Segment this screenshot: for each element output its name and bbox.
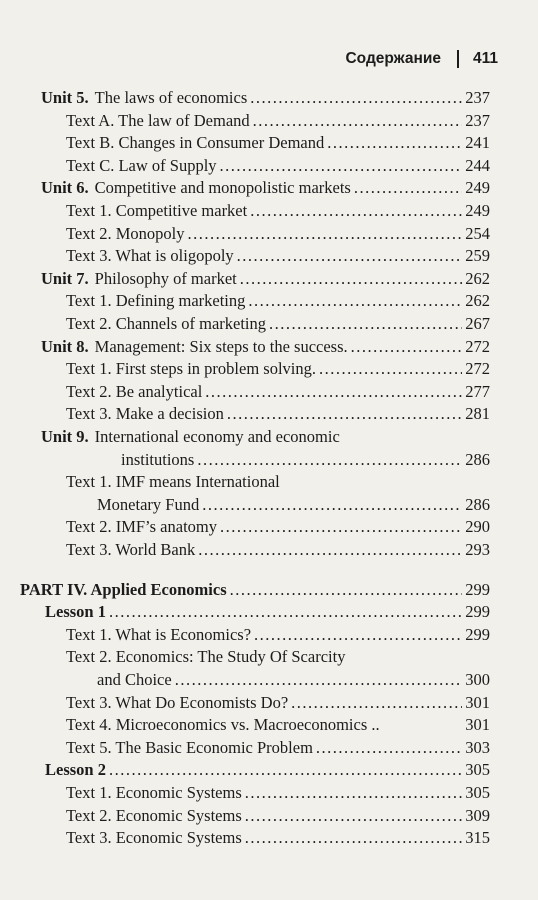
dot-leader [227, 403, 462, 425]
lesson-title: Lesson 2 [45, 760, 106, 780]
toc-entry [97, 669, 490, 691]
dot-leader [220, 155, 463, 177]
unit-title: Management: Six steps to the success. [94, 336, 348, 356]
text-title-cont: and Choice [97, 670, 172, 689]
toc-entry [66, 381, 490, 403]
toc-page-number: 299 [465, 624, 490, 644]
header-separator [457, 50, 459, 68]
toc-page-number: 249 [465, 178, 490, 198]
dot-leader [220, 516, 462, 538]
toc-entry [66, 313, 490, 335]
toc-page-number: 272 [465, 359, 490, 379]
toc-page-number: 300 [465, 670, 490, 689]
toc-entry [66, 692, 490, 714]
toc-entry [41, 177, 490, 199]
dot-leader [245, 827, 463, 849]
toc-page-number: 237 [465, 110, 490, 130]
text-title: Text 1. IMF means International [66, 472, 280, 492]
toc-entry [66, 155, 490, 177]
page-header [345, 50, 498, 68]
text-title: Text 4. Microeconomics vs. Macroeconomics .. [66, 715, 380, 735]
toc-page-number: 305 [465, 783, 490, 802]
toc-page-number: 299 [465, 602, 490, 622]
text-title: Text 1. Economic Systems [66, 783, 242, 802]
unit-label: Unit 7. [41, 268, 89, 288]
toc-entry [66, 110, 490, 132]
text-title: Text B. Changes in Consumer Demand [66, 133, 325, 153]
dot-leader [245, 805, 463, 827]
toc-page-number: 281 [465, 404, 490, 424]
toc-page-number: 277 [465, 381, 490, 401]
dot-leader [291, 692, 462, 714]
unit-title: International economy and economic [94, 427, 340, 446]
toc-entry [41, 87, 490, 109]
toc-page-number: 303 [465, 737, 490, 757]
toc-entry [66, 827, 490, 849]
toc-entry [66, 805, 490, 827]
toc-entry [66, 223, 490, 245]
unit-title: Philosophy of market [94, 268, 237, 288]
unit-title: Competitive and monopolistic markets [94, 178, 351, 198]
toc-entry [66, 290, 490, 312]
toc-entry [66, 516, 490, 538]
toc-page-number: 262 [465, 291, 490, 311]
text-title: Text 3. Make a decision [66, 404, 224, 424]
dot-leader [202, 494, 462, 516]
dot-leader [253, 110, 463, 132]
dot-leader [187, 223, 462, 245]
toc-page-number: 301 [465, 715, 490, 735]
lesson-title: Lesson 1 [45, 602, 106, 622]
dot-leader [351, 336, 463, 358]
toc-page-number: 249 [465, 201, 490, 220]
toc-entry [66, 714, 490, 736]
toc-entry [66, 539, 490, 561]
text-title: Text 2. Channels of marketing [66, 314, 267, 333]
dot-leader [248, 290, 462, 312]
toc-entry [66, 132, 490, 154]
text-title: Text 1. First steps in problem solving. [66, 359, 317, 379]
toc-page-number: 286 [465, 494, 490, 514]
toc-entry [41, 268, 490, 290]
toc-page-number: 241 [465, 133, 490, 153]
text-title: Text 3. What is oligopoly [66, 246, 234, 266]
toc-page-number: 267 [465, 314, 490, 333]
text-title: Text 2. Be analytical [66, 381, 203, 401]
unit-label: Unit 6. [41, 178, 89, 198]
toc-entry [41, 426, 490, 448]
text-title: Text 3. World Bank [66, 540, 196, 559]
text-title: Text 1. Competitive market [66, 201, 248, 220]
dot-leader [316, 737, 462, 759]
dot-leader [109, 601, 462, 623]
toc-entry [97, 494, 490, 516]
toc-page-number: 244 [465, 155, 490, 175]
toc-page-number: 293 [465, 540, 490, 559]
toc-page-number: 305 [465, 760, 490, 780]
toc-entry [66, 358, 490, 380]
text-title: Text 3. Economic Systems [66, 828, 242, 848]
toc-entry [20, 579, 490, 601]
unit-label: Unit 8. [41, 336, 89, 356]
text-title: Text A. The law of Demand [66, 110, 250, 130]
text-title: Text 2. Economics: The Study Of Scarcity [66, 647, 346, 667]
toc-page-number: 259 [465, 246, 490, 266]
dot-leader [240, 268, 463, 290]
toc-page-number: 290 [465, 517, 490, 537]
dot-leader [254, 624, 462, 646]
text-title: Text 2. Monopoly [66, 223, 185, 243]
text-title: Text 1. Defining marketing [66, 291, 246, 311]
toc-entry [121, 449, 490, 471]
toc-entry [66, 200, 490, 222]
toc-entry [66, 403, 490, 425]
dot-leader [197, 449, 462, 471]
dot-leader [319, 358, 462, 380]
toc-entry [66, 646, 490, 668]
dot-leader [230, 579, 463, 601]
text-title: Text 2. IMF’s anatomy [66, 517, 217, 537]
dot-leader [175, 669, 463, 691]
toc-page-number: 309 [465, 805, 490, 825]
text-title-cont: Monetary Fund [97, 494, 200, 514]
toc-entry [66, 737, 490, 759]
unit-label: Unit 9. [41, 427, 89, 446]
text-title: Text C. Law of Supply [66, 155, 217, 175]
toc-entry [66, 471, 490, 493]
unit-title-cont: institutions [121, 449, 195, 469]
toc-entry [45, 759, 490, 781]
text-title: Text 3. What Do Economists Do? [66, 692, 289, 712]
toc-page-number: 315 [465, 828, 490, 848]
toc-entry [41, 336, 490, 358]
dot-leader [237, 245, 463, 267]
toc-page-number: 237 [465, 88, 490, 107]
toc-page-number: 286 [465, 449, 490, 469]
toc-entry [66, 624, 490, 646]
toc-entry [66, 782, 490, 804]
dot-leader [109, 759, 462, 781]
toc-page-number: 272 [465, 336, 490, 356]
dot-leader [250, 87, 462, 109]
dot-leader [245, 782, 463, 804]
text-title: Text 5. The Basic Economic Problem [66, 737, 313, 757]
dot-leader [205, 381, 462, 403]
unit-label: Unit 5. [41, 88, 89, 107]
toc-page-number: 254 [465, 223, 490, 243]
part-title: PART IV. Applied Economics [20, 579, 227, 599]
dot-leader [327, 132, 462, 154]
dot-leader [250, 200, 462, 222]
text-title: Text 2. Economic Systems [66, 805, 242, 825]
toc-page-number: 301 [465, 692, 490, 712]
toc-page-number: 262 [465, 268, 490, 288]
dot-leader [354, 177, 462, 199]
toc-page-number: 299 [465, 579, 490, 599]
text-title: Text 1. What is Economics? [66, 624, 252, 644]
toc-entry [45, 601, 490, 623]
header-title: Содержание [345, 50, 441, 67]
toc-entry [66, 245, 490, 267]
unit-title: The laws of economics [94, 88, 248, 107]
dot-leader [269, 313, 462, 335]
page-number: 411 [472, 50, 498, 67]
dot-leader [198, 539, 462, 561]
